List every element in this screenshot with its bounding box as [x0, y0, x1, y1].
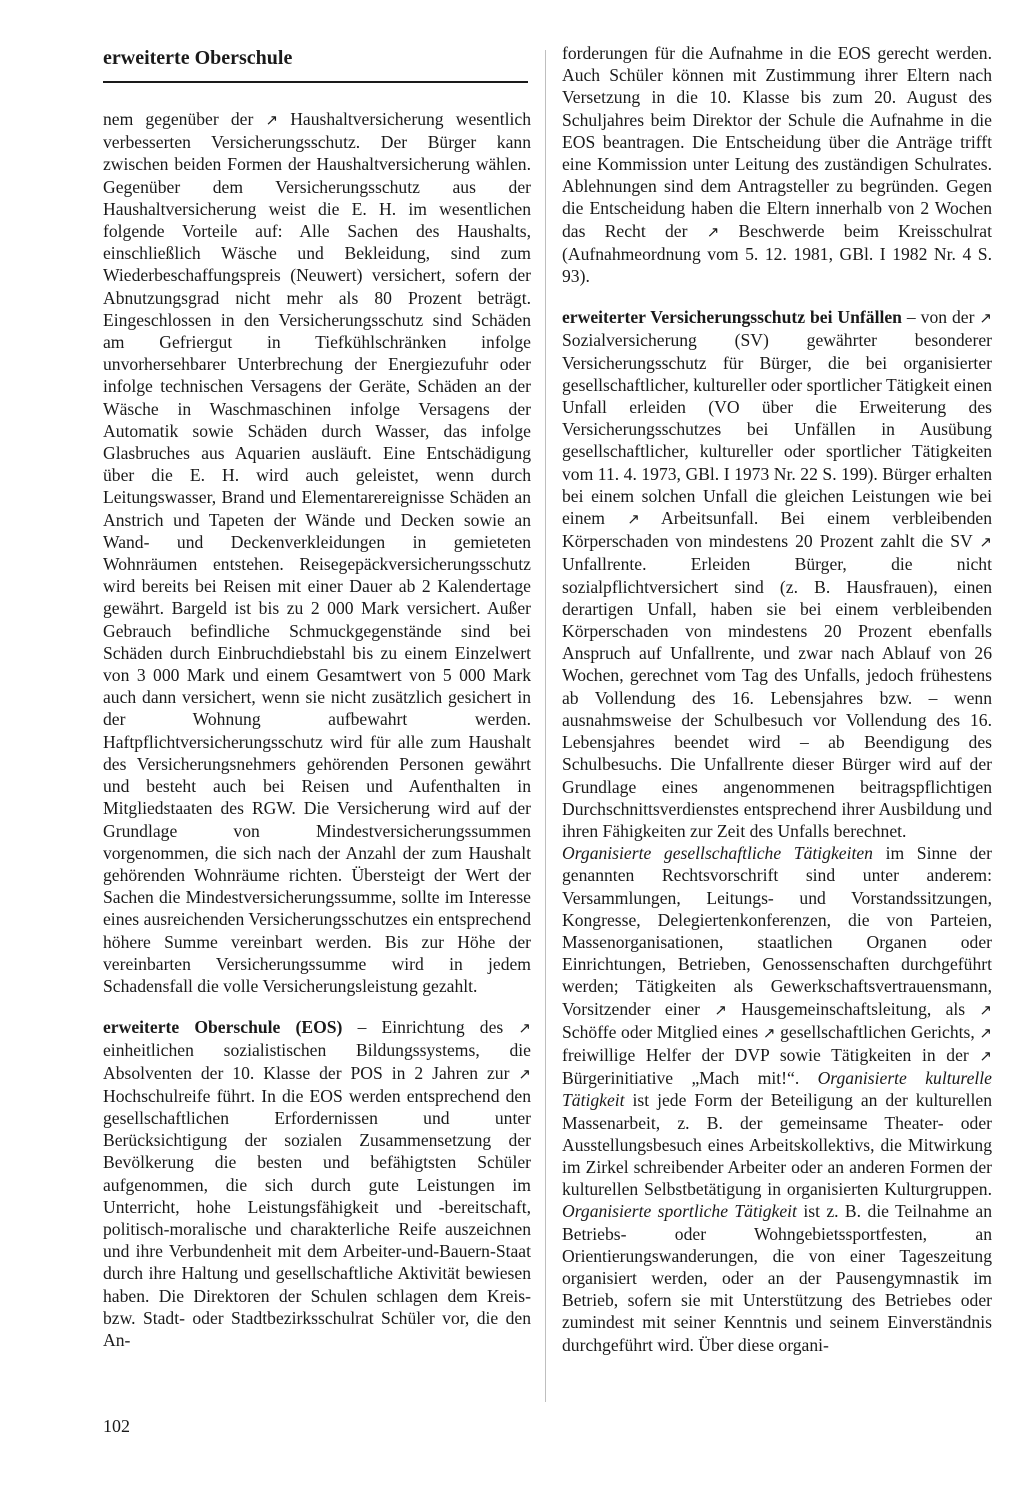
text-run: – von der: [906, 307, 975, 328]
paragraph-organisierte-taetigkeiten: [562, 842, 992, 1356]
entry-headword-eos: erweiterte Oberschule (EOS): [103, 1017, 343, 1038]
text-run: ist z. B. die Teilnahme an Betriebs- oder Wohngebietssportfesten, an Orientierungswanderungen, die von einer Tageszeitung organisiert werden, oder an der Pausengymnastik im Betrieb, sofern sie mit Unterstützung des Betriebes oder zumindest mit seiner Kenntnis und seinem Einverständnis durchgeführt wird. Über diese organi-: [562, 1201, 992, 1355]
subterm-sportliche: Organisierte sportliche Tätigkeit: [562, 1201, 797, 1222]
text-run: (SV) gewährter besonderer Versicherungsschutz für Bürger, die bei organisierter gesellschaftlicher, kultureller oder sportlicher Tätigkeit einen Unfall erleiden (VO über die Erweiterung des Versicherungsschutzes bei Unfällen in Ausübung gesellschaftlicher, kultureller oder sportlicher Tätigkeiten vom 11. 4. 1973, GBl. I 1973 Nr. 22 S. 199). Bürger erhalten bei einem solchen Unfall die gleichen Leistungen wie bei einem: [562, 330, 992, 529]
cross-reference-beschwerde[interactable]: Beschwerde: [738, 220, 825, 241]
right-column: [562, 42, 992, 1356]
subterm-kulturelle: Organisierte kulturelle Tätigkeit: [562, 1068, 992, 1111]
cross-reference-bildungssystem[interactable]: einheitlichen sozialistischen Bildungssystems: [103, 1040, 476, 1061]
cross-reference-schoeffe[interactable]: Schöffe: [562, 1021, 617, 1042]
left-column: [103, 108, 531, 1351]
page-number: 102: [103, 1416, 130, 1436]
cross-reference-unfallrente[interactable]: Unfallrente: [562, 554, 643, 575]
cross-reference-arrow-icon: ↗: [979, 1000, 992, 1019]
text-run: forderungen für die Aufnahme in die EOS gerecht werden. Auch Schüler können mit Zustimmung ihrer Eltern nach Versetzung in die 10. Klasse bis zum 20. August des Schuljahres beim Direktor der Schule die Aufnahme in die EOS beantragen. Die Entscheidung über die Anträge trifft eine Kommission unter Leitung des zuständigen Schulrates. Ablehnungen sind dem Antragsteller zu begründen. Gegen die Entscheidung haben die Eltern innerhalb von 2 Wochen das Recht der: [562, 43, 992, 241]
header-rule: [103, 81, 528, 83]
cross-reference-arrow-icon: ↗: [518, 1019, 531, 1038]
entry-erweiterter-versicherungsschutz: [562, 306, 992, 842]
running-head: erweiterte Oberschule: [103, 47, 293, 69]
cross-reference-arrow-icon: ↗: [627, 510, 640, 529]
entry-continuation-eos: [562, 42, 992, 287]
entry-headword-versicherungsschutz: erweiterter Versicherungsschutz bei Unfällen: [562, 307, 902, 328]
cross-reference-arrow-icon: ↗: [762, 1023, 776, 1042]
subterm-gesellschaftliche: Organisierte gesellschaftliche Tätigkeiten: [562, 843, 873, 864]
cross-reference-arbeitsunfall[interactable]: Arbeitsunfall: [661, 508, 754, 529]
cross-reference-arrow-icon: ↗: [265, 111, 279, 129]
cross-reference-hochschulreife[interactable]: Hochschulreife: [103, 1085, 211, 1106]
text-run: sowie Tätigkeiten in der: [779, 1044, 969, 1065]
cross-reference-arrow-icon: ↗: [714, 1000, 727, 1019]
cross-reference-freiwillige-helfer[interactable]: freiwillige Helfer der DVP: [562, 1044, 770, 1065]
cross-reference-arrow-icon: ↗: [979, 1023, 992, 1042]
cross-reference-arrow-icon: ↗: [518, 1064, 531, 1083]
cross-reference-haushaltversicherung[interactable]: Haushaltversicherung: [290, 109, 444, 129]
cross-reference-buergerinitiative[interactable]: Bürgerinitiative: [562, 1068, 674, 1089]
text-run: oder Mitglied eines: [621, 1021, 759, 1042]
text-run: ,: [970, 1021, 975, 1042]
text-run: – Einrichtung des: [357, 1017, 504, 1038]
text-run: im Sinne der genannten Rechtsvorschrift sind unter anderem: Versammlungen, Leitungs- und Vorstandssitzungen, Kongresse, Delegiertenkonferenzen, die von Parteien, Massenorganisationen, staatlichen Organen oder Einrichtungen, Betrieben, Genossenschaften durchgeführt werden; Tätigkeiten als Gewerkschaftsvertrauensmann, Vorsitzender einer: [562, 843, 992, 1019]
text-run: . Erleiden Bürger, die nicht sozialpflichtversichert sind (z. B. Hausfrauen), einen derartigen Unfall, haben sie bei einem verbleibenden Körperschaden von mindestens 20 Prozent ebenfalls Anspruch auf Unfallrente, und zwar nach Ablauf von 26 Wochen, gerechnet vom Tag des Unfalls, jedoch frühestens ab Vollendung des 16. Lebensjahres bzw. – wenn ausnahmsweise der Schulbesuch vor Vollendung des 16. Lebensjahres beendet wird – ab Beendigung des Schulbesuchs. Die Unfallrente dieser Bürger wird auf der Grundlage eines angenommenen beitragspflichtigen Durchschnittsverdienstes entsprechend ihrer Ausbildung und ihren Fähigkeiten zur Zeit des Unfalls berechnet.: [562, 554, 992, 841]
cross-reference-sozialversicherung[interactable]: Sozialversicherung: [562, 330, 697, 351]
text-run: nem gegenüber der: [103, 109, 254, 129]
text-run: , als: [926, 998, 966, 1019]
column-divider: [545, 50, 546, 1402]
cross-reference-arrow-icon: ↗: [706, 222, 720, 241]
entry-continuation-haushalt: [103, 108, 531, 997]
cross-reference-arrow-icon: ↗: [979, 1046, 992, 1065]
text-run: wesentlich verbesserten Versicherungsschutz. Der Bürger kann zwischen beiden Formen der Haushaltversicherung wählen. Gegenüber dem Versicherungsschutz aus der Haushaltversicherung weist die E. H. im wesentlichen folgende Vorteile auf: Alle Sachen des Haushalts, einschließlich Wäsche und Bekleidung, sind zum Wiederbeschaffungspreis (Neuwert) versichert, sofern der Abnutzungsgrad nicht mehr als 80 Prozent beträgt. Eingeschlossen in den Versicherungsschutz sind Schäden am Gefriergut in Tiefkühlschränken infolge unvorhersehbarer Unterbrechung der Energiezufuhr oder infolge technischen Versagens der Geräte, Schäden an der Wäsche in Waschmaschinen infolge Versagens der Automatik sowie Schäden durch Wasser, das infolge Glasbruches aus Aquarien ausläuft. Eine Entschädigung über die E. H. wird auch geleistet, wenn durch Leitungswasser, Brand und Elementarereignisse Schäden an Anstrich und Tapeten der Wände und Decken sowie an Wand- und Deckenverkleidungen in gemieteten Wohnräumen entstehen. Reisegepäckversicherungsschutz wird bereits bei Reisen mit einer Dauer ab 2 Kalendertage gewährt. Bargeld ist bis zu 2 000 Mark versichert. Außer Gebrauch befindliche Schmuckgegenstände sind bei Schäden durch Einbruchdiebstahl bis zu einem Einzelwert von 3 000 Mark und einem Gesamtwert von 5 000 Mark auch dann versichert, wenn sie nicht zusätzlich gesichert in der Wohnung aufbewahrt werden. Haftpflichtversicherungsschutz wird für alle zum Haushalt des Versicherungsnehmers gehörenden Personen gewährt und besteht auch bei Reisen und Aufenthalten in Mitgliedstaaten des RGW. Die Versicherung wird auf der Grundlage von Mindestversicherungssummen vorgenommen, die sich nach der Anzahl der zum Haushalt gehörenden Wohnräume richten. Übersteigt der Wert der Sachen die Mindestversicherungssumme, sollte im Interesse eines ausreichenden Versicherungsschutzes ein entsprechend höhere Summe vereinbart werden. Bis zur Höhe der vereinbarten Versicherungssumme wird in jedem Schadensfall die volle Versicherungsleistung gezahlt.: [103, 109, 532, 996]
cross-reference-arrow-icon: ↗: [979, 533, 992, 552]
text-run: beim Kreisschulrat (Aufnahmeordnung vom 5. 12. 1981, GBl. I 1982 Nr. 4 S. 93).: [562, 220, 992, 287]
text-run: ist jede Form der Beteiligung an der kulturellen Massenarbeit, z. B. der gemeinsame Theater- oder Ausstellungsbesuch eines Arbeitskollektivs, die Mitwirkung im Zirkel schreibender Arbeiter oder an anderen Formen der kulturellen Selbstbetätigung in organisierten Kulturgruppen.: [562, 1090, 993, 1200]
text-run: , die Absolventen der 10. Klasse der POS in 2 Jahren zur: [103, 1040, 531, 1083]
text-run: führt. In die EOS werden entsprechend den gesellschaftlichen Erfordernissen und unter Berücksichtigung der sozialen Zusammensetzung der Bevölkerung die besten und befähigtsten Schüler aufgenommen, die sich durch gute Leistungen im Unterricht, hohe Leistungsfähigkeit und -bereitschaft, politisch-moralische und charakterliche Reife auszeichnen und ihre Verbundenheit mit dem Arbeiter-und-Bauern-Staat durch ihre Haltung und gesellschaftliche Aktivität bewiesen haben. Die Direktoren der Schulen schlagen dem Kreis- bzw. Stadt- oder Stadtbezirksschulrat Schüler vor, die den An-: [103, 1085, 531, 1350]
cross-reference-arrow-icon: ↗: [979, 309, 992, 328]
text-run: . Bei einem verbleibenden Körperschaden von mindestens 20 Prozent zahlt die SV: [562, 508, 992, 552]
entry-erweiterte-oberschule: [103, 1016, 531, 1351]
cross-reference-gesellschaftliches-gericht[interactable]: gesellschaftlichen Gerichts: [780, 1021, 971, 1042]
text-run: „Mach mit!“.: [691, 1068, 800, 1089]
cross-reference-hausgemeinschaftsleitung[interactable]: Hausgemeinschaftsleitung: [741, 998, 927, 1019]
